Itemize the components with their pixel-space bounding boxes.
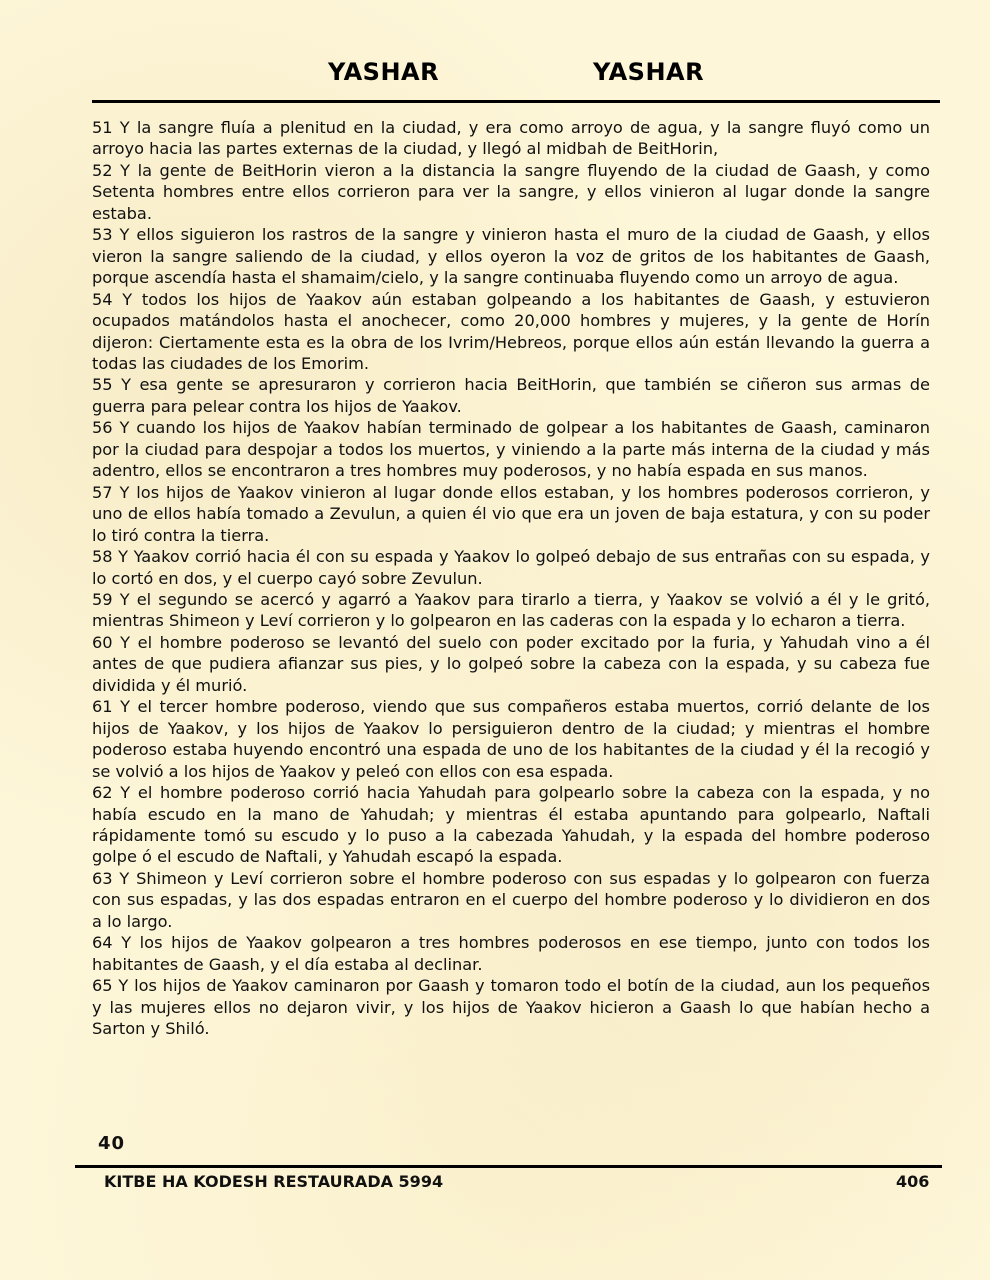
verse-62: 62 Y el hombre poderoso corrió hacia Yahudah para golpearlo sobre la cabeza con la espada, y no había escudo en la mano de Yahudah; y mientras él estaba apuntando para golpearlo, Naftali rápidamente tomó su escudo y lo puso a la cabezada Yahudah, y la espada del hombre poderoso golpe ó el escudo de Naftali, y Yahudah escapó la espada. <box>92 783 930 867</box>
header-rule <box>92 100 940 103</box>
verse-58: 58 Y Yaakov corrió hacia él con su espada y Yaakov lo golpeó debajo de sus entrañas con su espada, y lo cortó en dos, y el cuerpo cayó sobre Zevulun. <box>92 547 930 588</box>
running-title-right: YASHAR <box>593 58 705 86</box>
footer-rule <box>75 1165 942 1168</box>
verse-65: 65 Y los hijos de Yaakov caminaron por Gaash y tomaron todo el botín de la ciudad, aun los pequeños y las mujeres ellos no dejaron vivir, y los hijos de Yaakov hicieron a Gaash lo que habían hecho a Sarton y Shiló. <box>92 976 930 1039</box>
verse-54: 54 Y todos los hijos de Yaakov aún estaban golpeando a los habitantes de Gaash, y estuvieron ocupados matándolos hasta el anochecer, como 20,000 hombres y mujeres, y la gente de Horín dijeron: Ciertamente esta es la obra de los Ivrim/Hebreos, porque ellos aún están llevando la guerra a todas las ciudades de los Emorim. <box>92 289 930 373</box>
verse-63: 63 Y Shimeon y Leví corrieron sobre el hombre poderoso con sus espadas y lo golpearon con fuerza con sus espadas, y las dos espadas entraron en el cuerpo del hombre poderoso y lo dividieron en dos a lo largo. <box>92 868 930 931</box>
chapter-page-number: 40 <box>98 1133 126 1154</box>
verse-52: 52 Y la gente de BeitHorin vieron a la distancia la sangre fluyendo de la ciudad de Gaash, y como Setenta hombres entre ellos corrieron para ver la sangre, y ellos vinieron al lugar donde la sangre estaba. <box>92 160 930 223</box>
verse-59: 59 Y el segundo se acercó y agarró a Yaakov para tirarlo a tierra, y Yaakov se volvió a él y le gritó, mientras Shimeon y Leví corrieron y lo golpearon en las caderas con la espada y lo echaron a tierra. <box>92 589 930 631</box>
footer-book-title: KITBE HA KODESH RESTAURADA 5994 <box>104 1172 444 1191</box>
verse-55: 55 Y esa gente se apresuraron y corrieron hacia BeitHorin, que también se ciñeron sus armas de guerra para pelear contra los hijos de Yaakov. <box>92 375 930 416</box>
verse-51: 51 Y la sangre fluía a plenitud en la ciudad, y era como arroyo de agua, y la sangre fluyó como un arroyo hacia las partes externas de la ciudad, y llegó al midbah de BeitHorin, <box>92 118 930 159</box>
verse-53: 53 Y ellos siguieron los rastros de la sangre y vinieron hasta el muro de la ciudad de Gaash, y ellos vieron la sangre saliendo de la ciudad, y ellos oyeron la voz de gritos de los habitantes de Gaash, porque ascendía hasta el shamaim/cielo, y la sangre continuaba fluyendo como un arroyo de agua. <box>92 225 930 288</box>
running-title-left: YASHAR <box>328 58 440 86</box>
verse-57: 57 Y los hijos de Yaakov vinieron al lugar donde ellos estaban, y los hombres poderosos corrieron, y uno de ellos había tomado a Zevulun, a quien él vio que era un joven de baja estatura, y con su poder lo tiró contra la tierra. <box>92 482 930 545</box>
chapter-text <box>92 117 930 1039</box>
verse-61: 61 Y el tercer hombre poderoso, viendo que sus compañeros estaba muertos, corrió delante de los hijos de Yaakov, y los hijos de Yaakov lo persiguieron dentro de la ciudad; y mientras el hombre poderoso estaba huyendo encontró una espada de uno de los habitantes de la ciudad y él la recogió y se volvió a los hijos de Yaakov y peleó con ellos con esa espada. <box>92 697 930 781</box>
page-header <box>0 58 990 92</box>
verse-64: 64 Y los hijos de Yaakov golpearon a tres hombres poderosos en ese tiempo, junto con todos los habitantes de Gaash, y el día estaba al declinar. <box>92 933 930 974</box>
verse-60: 60 Y el hombre poderoso se levantó del suelo con poder excitado por la furia, y Yahudah vino a él antes de que pudiera afianzar sus pies, y lo golpeó sobre la cabeza con la espada, y su cabeza fue dividida y él murió. <box>92 632 930 695</box>
footer-page-number: 406 <box>896 1172 930 1191</box>
verse-56: 56 Y cuando los hijos de Yaakov habían terminado de golpear a los habitantes de Gaash, caminaron por la ciudad para despojar a todos los muertos, y viniendo a la parte más interna de la ciudad y más adentro, ellos se encontraron a tres hombres muy poderosos, y no había espada en sus manos. <box>92 418 930 481</box>
